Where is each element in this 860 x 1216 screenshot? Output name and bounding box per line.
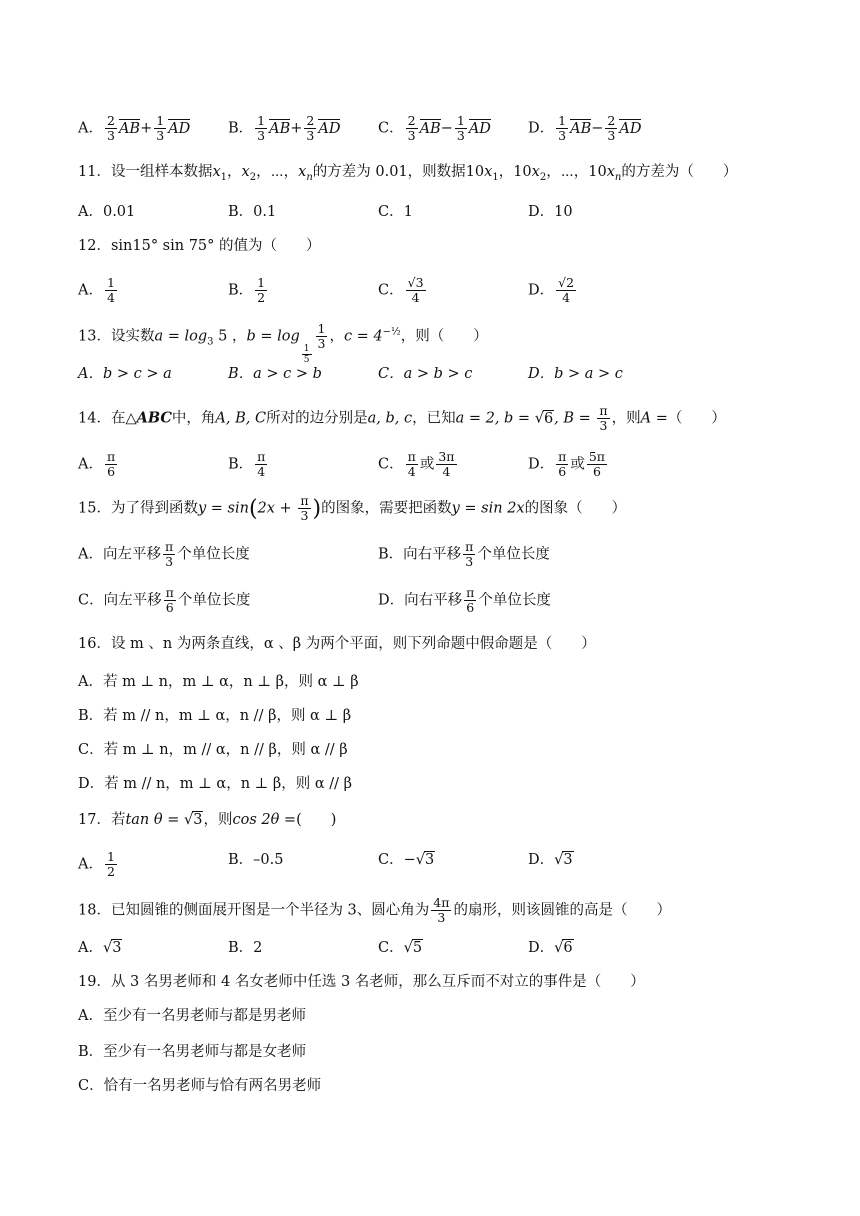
vector-ab: AB	[118, 120, 141, 137]
radicand: 5	[412, 940, 423, 956]
denominator: 3	[558, 128, 567, 143]
numerator: √2	[558, 275, 575, 290]
inner-expression: 2x +	[257, 500, 297, 517]
fraction	[164, 586, 176, 615]
var-x: x	[484, 164, 493, 180]
q15-option-b	[378, 540, 550, 569]
denominator: 4	[562, 290, 571, 305]
vector-ad: AD	[168, 120, 191, 137]
q13-option-a: A．b > c > a	[78, 366, 172, 382]
q11-stem-text: 11．设一组样本数据	[78, 164, 213, 180]
given-values: , B =	[554, 410, 596, 427]
q13-stem-text: 13．设实数	[78, 328, 155, 345]
var-x: x	[212, 164, 221, 180]
option-text: A．向左平移	[78, 546, 161, 563]
numerator: π	[558, 449, 567, 464]
numerator: 1	[106, 849, 115, 864]
numerator: π	[106, 449, 116, 464]
ellipsis: ⋯	[560, 164, 574, 180]
q11-option-b: B．0.1	[228, 204, 277, 220]
q16-option-b: B．若 m // n，m ⊥ α，n // β，则 α ⊥ β	[78, 708, 352, 724]
fraction	[154, 114, 166, 143]
fraction	[255, 450, 267, 479]
q16-stem: 16．设 m 、n 为两条直线，α 、β 为两个平面，则下列命题中假命题是（ ）	[78, 636, 596, 652]
q10-option-d-label: D．	[528, 120, 555, 137]
separator: ，	[498, 164, 514, 180]
q15-stem-text: 的图象（ ）	[524, 500, 627, 517]
sqrt-sign: √	[403, 940, 413, 956]
denominator: 6	[592, 464, 601, 479]
q17-stem-text: 17．若	[78, 812, 126, 828]
denominator: 6	[558, 464, 567, 479]
fraction	[304, 114, 316, 143]
numerator: π	[257, 449, 266, 464]
option-text: 个单位长度	[477, 546, 550, 563]
denominator: 3	[456, 128, 465, 143]
q16-option-d: D．若 m // n，m ⊥ α，n ⊥ β，则 α // β	[78, 776, 353, 792]
numerator: π	[164, 539, 174, 554]
vector-ad: AD	[619, 120, 642, 137]
radicand: 3	[193, 812, 203, 828]
c-expression: c = 4	[343, 328, 383, 345]
numerator: π	[465, 539, 474, 554]
given-values: a = 2, b =	[455, 410, 535, 427]
q10-option-c-label: C．	[378, 120, 404, 137]
q14-stem-text: ，则	[611, 410, 641, 427]
fraction	[105, 276, 117, 305]
fraction	[556, 114, 568, 143]
denominator: 3	[306, 128, 315, 143]
fraction	[105, 450, 117, 479]
numerator: π	[300, 493, 309, 508]
operator: +	[290, 120, 303, 137]
coefficient: 10	[465, 164, 485, 180]
q15-stem	[78, 494, 626, 523]
separator: ，	[283, 164, 299, 180]
option-label: D．	[528, 940, 555, 956]
fraction	[597, 404, 609, 433]
option-label: C．	[378, 282, 404, 299]
option-label: D．	[528, 282, 555, 299]
q15-option-a	[78, 540, 250, 569]
option-label: D．	[528, 852, 555, 868]
numerator: 1	[257, 113, 266, 128]
fraction	[436, 450, 456, 479]
q15-option-d	[378, 586, 551, 615]
fraction	[463, 540, 475, 569]
q13-option-c: C．a > b > c	[378, 366, 473, 382]
q13-stem-text: ，则（ ）	[400, 328, 488, 345]
q11-stem	[78, 162, 737, 188]
vector-ad: AD	[318, 120, 341, 137]
q19-option-b: B．至少有一名男老师与都是女老师	[78, 1044, 307, 1060]
numerator: 1	[558, 113, 567, 128]
option-label: A．	[78, 940, 103, 956]
paren-close: )	[312, 496, 322, 522]
fraction	[455, 114, 467, 143]
fraction	[605, 114, 617, 143]
denominator: 4	[442, 464, 451, 479]
option-value: 2	[253, 940, 263, 956]
q18-stem	[78, 896, 671, 925]
denominator: 3	[407, 128, 416, 143]
sqrt-sign: √	[534, 410, 544, 427]
option-value: –0.5	[253, 852, 284, 868]
unknown-a: A =	[640, 410, 668, 427]
option-label: B．	[228, 282, 254, 299]
q17-stem	[78, 810, 336, 830]
sqrt-sign: √	[554, 940, 564, 956]
denominator: 6	[466, 600, 475, 615]
coefficient: 10	[588, 164, 607, 180]
q15-stem-text: 的图象，需要把函数	[321, 500, 452, 517]
q10-option-d	[528, 114, 641, 143]
sides: a, b, c	[367, 410, 413, 427]
denominator: 3	[437, 910, 446, 925]
angles: A, B, C	[215, 410, 267, 427]
denominator: 6	[165, 600, 174, 615]
tan-expression: tan θ =	[125, 812, 184, 828]
q13-option-d: D．b > a > c	[528, 366, 623, 382]
denominator: 3	[607, 128, 616, 143]
subscript: n	[306, 172, 313, 183]
sqrt-sign: √	[102, 940, 113, 956]
denominator: 4	[407, 464, 416, 479]
denominator: 4	[257, 464, 266, 479]
option-label: C．	[378, 940, 404, 956]
vector-ab: AB	[269, 120, 291, 137]
subscript: 1	[220, 172, 228, 183]
q13-stem	[78, 322, 488, 365]
q13-option-b: B．a > c > b	[228, 366, 322, 382]
radicand: 3	[425, 852, 435, 868]
q18-stem-text: 18．已知圆锥的侧面展开图是一个半径为 3、圆心角为	[78, 902, 430, 919]
denominator: 3	[300, 508, 309, 523]
denominator: 6	[107, 464, 116, 479]
option-text: C．向左平移	[78, 592, 162, 609]
q19-stem: 19．从 3 名男老师和 4 名女老师中任选 3 名老师，那么互斥而不对立的事件是（ ）	[78, 974, 645, 990]
q10-option-b	[228, 114, 340, 143]
vector-ab: AB	[570, 120, 592, 137]
q18-option-d	[528, 938, 574, 958]
operator: +	[140, 120, 153, 137]
q17-option-b	[228, 850, 283, 870]
radicand: 6	[543, 410, 554, 427]
separator: ，	[546, 164, 561, 180]
numerator: 1	[303, 343, 310, 354]
separator: ，	[227, 164, 242, 180]
q14-stem-text: 所对的边分别是	[266, 410, 368, 427]
numerator: 3π	[438, 449, 455, 464]
option-label: D．	[528, 456, 555, 473]
numerator: π	[165, 585, 174, 600]
q14-stem	[78, 404, 726, 433]
var-x: x	[241, 164, 250, 180]
denominator: 3	[257, 128, 266, 143]
q14-option-b	[228, 450, 269, 479]
subscript: 1	[492, 172, 499, 183]
denominator: 3	[599, 418, 608, 433]
q18-stem-text: 的扇形，则该圆锥的高是（ ）	[453, 902, 671, 919]
q10-option-a	[78, 114, 190, 143]
fraction	[406, 450, 418, 479]
var-x: x	[606, 164, 615, 180]
option-text: B．向右平移	[378, 546, 462, 563]
numerator: 2	[306, 113, 315, 128]
q17-option-d	[528, 850, 574, 870]
fraction	[316, 322, 328, 351]
denominator: 4	[106, 290, 115, 305]
numerator: 2	[106, 113, 115, 128]
q14-stem-text: ，已知	[412, 410, 456, 427]
option-label: A．	[78, 456, 103, 473]
denominator: 5	[303, 354, 310, 365]
fraction	[406, 114, 418, 143]
q15-stem-text: 15．为了得到函数	[78, 500, 198, 517]
fraction	[464, 586, 476, 615]
q14-stem-text: 14．在	[78, 410, 126, 427]
denominator: 3	[156, 128, 165, 143]
option-label: B．	[228, 852, 254, 868]
denominator: 3	[106, 128, 115, 143]
q18-option-a	[78, 938, 122, 958]
denominator: 3	[465, 554, 474, 569]
q11-stem-text: 的方差为（ ）	[621, 164, 738, 180]
ellipsis: ⋯	[270, 164, 284, 180]
numerator: π	[599, 403, 608, 418]
fraction	[298, 494, 310, 523]
option-text: 个单位长度	[478, 592, 551, 609]
function-source: y = sin 2x	[451, 500, 525, 517]
option-label: C．	[378, 456, 404, 473]
denominator: 2	[257, 290, 266, 305]
radicand: 3	[112, 940, 122, 956]
minus-sign: −	[403, 852, 416, 868]
triangle-abc: △ABC	[125, 409, 172, 427]
numerator: π	[407, 449, 416, 464]
q18-option-b	[228, 938, 262, 958]
var-x: x	[298, 164, 307, 180]
numerator: 1	[106, 275, 115, 290]
q17-option-a	[78, 850, 119, 879]
separator: ，	[256, 164, 271, 180]
fraction	[587, 450, 607, 479]
q11-option-a: A．0.01	[78, 204, 136, 220]
q11-option-c: C．1	[378, 204, 413, 220]
fraction	[163, 540, 175, 569]
fraction	[255, 114, 267, 143]
separator: ，	[329, 328, 344, 345]
cos-expression: cos 2θ =	[232, 812, 297, 828]
function-target: y = sin	[197, 500, 249, 517]
numerator: 1	[317, 321, 326, 336]
radicand: 3	[563, 852, 573, 868]
operator: −	[591, 120, 604, 137]
q14-stem-text: （ ）	[667, 410, 726, 427]
subscript: 2	[249, 172, 257, 183]
numerator: 1	[257, 275, 266, 290]
q17-stem-text: ，则	[203, 812, 233, 828]
b-expression: b = log	[246, 328, 300, 345]
option-text: 个单位长度	[177, 546, 250, 563]
numerator: 5π	[588, 449, 606, 464]
denominator: 3	[317, 336, 326, 351]
fraction	[105, 114, 117, 143]
exponent: −½	[382, 326, 401, 338]
q16-option-a: A．若 m ⊥ n，m ⊥ α，n ⊥ β，则 α ⊥ β	[78, 674, 359, 690]
option-text: 个单位长度	[177, 592, 251, 609]
q14-option-d	[528, 450, 609, 479]
q10-option-a-label: A．	[78, 120, 103, 137]
option-text: D．向右平移	[378, 592, 463, 609]
or-word: 或	[570, 456, 585, 473]
subscript: 2	[539, 172, 547, 183]
fraction	[556, 276, 576, 305]
fraction	[105, 850, 117, 879]
fraction	[556, 450, 568, 479]
q12-option-a	[78, 276, 119, 305]
fraction	[406, 276, 426, 305]
denominator: 3	[165, 554, 174, 569]
option-label: A．	[78, 856, 103, 873]
sqrt-sign: √	[415, 852, 426, 868]
paren-open: (	[248, 496, 258, 522]
q17-stem-text: ( )	[296, 812, 337, 828]
numerator: 1	[456, 113, 465, 128]
q16-option-c: C．若 m ⊥ n，m // α，n // β，则 α // β	[78, 742, 348, 758]
denominator: 4	[411, 290, 420, 305]
a-expression: a = log	[154, 328, 208, 345]
vector-ad: AD	[468, 120, 491, 137]
q12-option-b	[228, 276, 269, 305]
option-label: B．	[228, 940, 254, 956]
option-label: A．	[78, 282, 103, 299]
q14-option-c	[378, 450, 459, 479]
vector-ab: AB	[419, 120, 441, 137]
sqrt-sign: √	[554, 852, 564, 868]
q14-option-a	[78, 450, 119, 479]
q12-option-d	[528, 276, 578, 305]
numerator: 2	[407, 113, 416, 128]
numerator: 1	[156, 113, 165, 128]
q12-stem: 12．sin15° sin 75° 的值为（ ）	[78, 238, 321, 254]
numerator: √3	[407, 275, 424, 290]
q15-option-c	[78, 586, 250, 615]
option-label: B．	[228, 456, 254, 473]
var-x: x	[531, 164, 540, 180]
q19-option-a: A．至少有一名男老师与都是男老师	[78, 1008, 306, 1024]
q10-option-c	[378, 114, 491, 143]
coefficient: 10	[513, 164, 532, 180]
q10-option-b-label: B．	[228, 120, 254, 137]
fraction	[255, 276, 267, 305]
numerator: π	[466, 585, 475, 600]
q18-option-c	[378, 938, 423, 958]
numerator: 4π	[433, 895, 450, 910]
separator: ，	[573, 164, 589, 180]
q12-option-c	[378, 276, 428, 305]
operator: −	[440, 120, 453, 137]
or-word: 或	[419, 456, 435, 473]
radicand: 6	[563, 940, 573, 956]
sqrt-sign: √	[183, 812, 194, 828]
subscript: n	[614, 172, 622, 183]
log-base: 3	[207, 336, 214, 348]
numerator: 2	[607, 113, 616, 128]
denominator: 2	[106, 864, 115, 879]
option-label: C．	[378, 852, 404, 868]
log-base-fraction	[302, 344, 312, 365]
q11-option-d: D．10	[528, 204, 573, 220]
fraction	[431, 896, 451, 925]
q17-option-c	[378, 850, 435, 870]
q19-option-c: C．恰有一名男老师与恰有两名男老师	[78, 1078, 322, 1094]
q14-stem-text: 中，角	[171, 410, 216, 427]
log-argument: 5 ，	[213, 328, 247, 345]
q11-stem-text: 的方差为 0.01，则数据	[312, 164, 466, 180]
